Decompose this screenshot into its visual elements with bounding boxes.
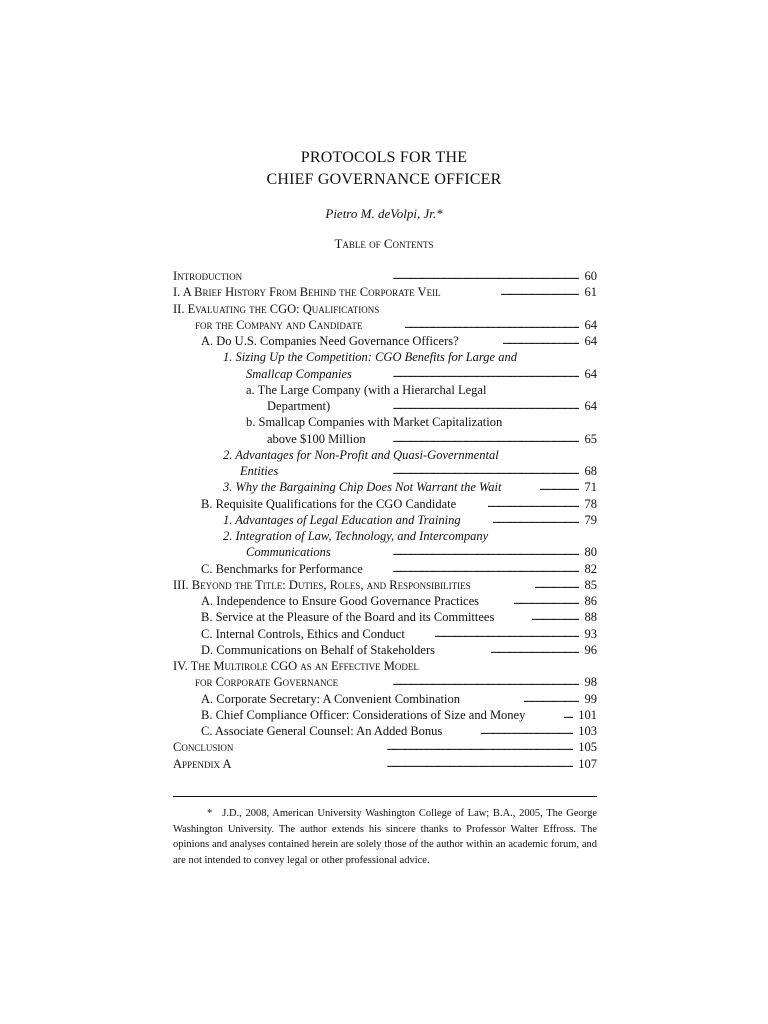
toc-entry-part-2[interactable]: II. Evaluating the CGO: Qualifications — [173, 301, 380, 316]
article-title-line-1: PROTOCOLS FOR THE — [300, 149, 468, 166]
toc-entry-part-1[interactable]: I. A Brief History From Behind the Corporate Veil . . . 61 — [173, 284, 597, 300]
article-title-line-2: CHIEF GOVERNANCE OFFICER — [266, 171, 502, 188]
toc-entry-2a2[interactable]: 2. Advantages for Non-Profit and Quasi-Governmental — [223, 447, 499, 462]
toc-entry-3b[interactable]: B. Service at the Pleasure of the Board and its Committees . . . 88 — [173, 609, 597, 625]
toc-entry-2b1[interactable]: 1. Advantages of Legal Education and Training . . . 79 — [173, 512, 597, 528]
toc-entry-3d[interactable]: D. Communications on Behalf of Stakeholders . . . 96 — [173, 642, 597, 658]
toc-entry-appendix-a[interactable]: Appendix A . . . 107 — [173, 756, 597, 772]
toc-entry-2a2-cont[interactable]: Entities . . . 68 — [173, 463, 597, 479]
footnote-marker: * — [207, 808, 213, 819]
toc-entry-conclusion[interactable]: Conclusion . . . 105 — [173, 739, 597, 755]
footnote-text: J.D., 2008, American University Washington College of Law; B.A., 2005, The George Washington University. The author extends his sincere thanks to Professor Walter Effross. The opinions and analyses contained herein are solely those of the author within an academic forum, and are not intended to convey legal or other professional advice. — [173, 808, 597, 866]
toc-entry-2a1b-cont[interactable]: above $100 Million . . . 65 — [173, 431, 597, 447]
toc-heading: Table of Contents — [334, 236, 434, 251]
toc-entry-2b2-cont[interactable]: Communications . . . 80 — [173, 544, 597, 560]
toc-entry-2a1[interactable]: 1. Sizing Up the Competition: CGO Benefits for Large and — [223, 350, 517, 365]
toc-entry-2a3[interactable]: 3. Why the Bargaining Chip Does Not Warrant the Wait . . . 71 — [173, 479, 597, 495]
toc-entry-2a[interactable]: A. Do U.S. Companies Need Governance Officers? . . . 64 — [173, 333, 597, 349]
toc-entry-4a[interactable]: A. Corporate Secretary: A Convenient Combination . . . 99 — [173, 691, 597, 707]
toc-entry-part-4[interactable]: IV. The Multirole CGO as an Effective Model — [173, 659, 419, 673]
toc-entry-2b2[interactable]: 2. Integration of Law, Technology, and Intercompany — [223, 529, 489, 543]
footnote — [173, 806, 597, 868]
toc-entry-2c[interactable]: C. Benchmarks for Performance . . . 82 — [173, 561, 597, 577]
toc-entry-part-3[interactable]: III. Beyond the Title: Duties, Roles, and Responsibilities . . . 85 — [173, 577, 597, 593]
toc-entry-3c[interactable]: C. Internal Controls, Ethics and Conduct . . . 93 — [173, 626, 597, 642]
toc-entry-4b[interactable]: B. Chief Compliance Officer: Considerations of Size and Money . . . 101 — [173, 707, 597, 723]
toc-entry-introduction[interactable]: Introduction . . . 60 — [173, 268, 597, 284]
toc-entry-2a1-cont[interactable]: Smallcap Companies . . . 64 — [173, 366, 597, 382]
toc-entry-part-4-cont[interactable]: for Corporate Governance . . . 98 — [173, 674, 597, 690]
footnote-divider — [173, 796, 597, 797]
toc-entry-2a1b[interactable]: b. Smallcap Companies with Market Capitalization — [246, 415, 503, 430]
toc-entry-4c[interactable]: C. Associate General Counsel: An Added Bonus . . . 103 — [173, 723, 597, 739]
toc-entry-2a1a[interactable]: a. The Large Company (with a Hierarchal Legal — [246, 382, 487, 397]
author-name: Pietro M. deVolpi, Jr.* — [325, 206, 443, 221]
toc-entry-3a[interactable]: A. Independence to Ensure Good Governance Practices . . . 86 — [173, 593, 597, 609]
toc-entry-2b[interactable]: B. Requisite Qualifications for the CGO Candidate . . . 78 — [173, 496, 597, 512]
table-of-contents — [173, 268, 597, 772]
toc-entry-2a1a-cont[interactable]: Department) . . . 64 — [173, 398, 597, 414]
toc-entry-part-2-cont[interactable]: for the Company and Candidate . . . 64 — [173, 317, 597, 333]
